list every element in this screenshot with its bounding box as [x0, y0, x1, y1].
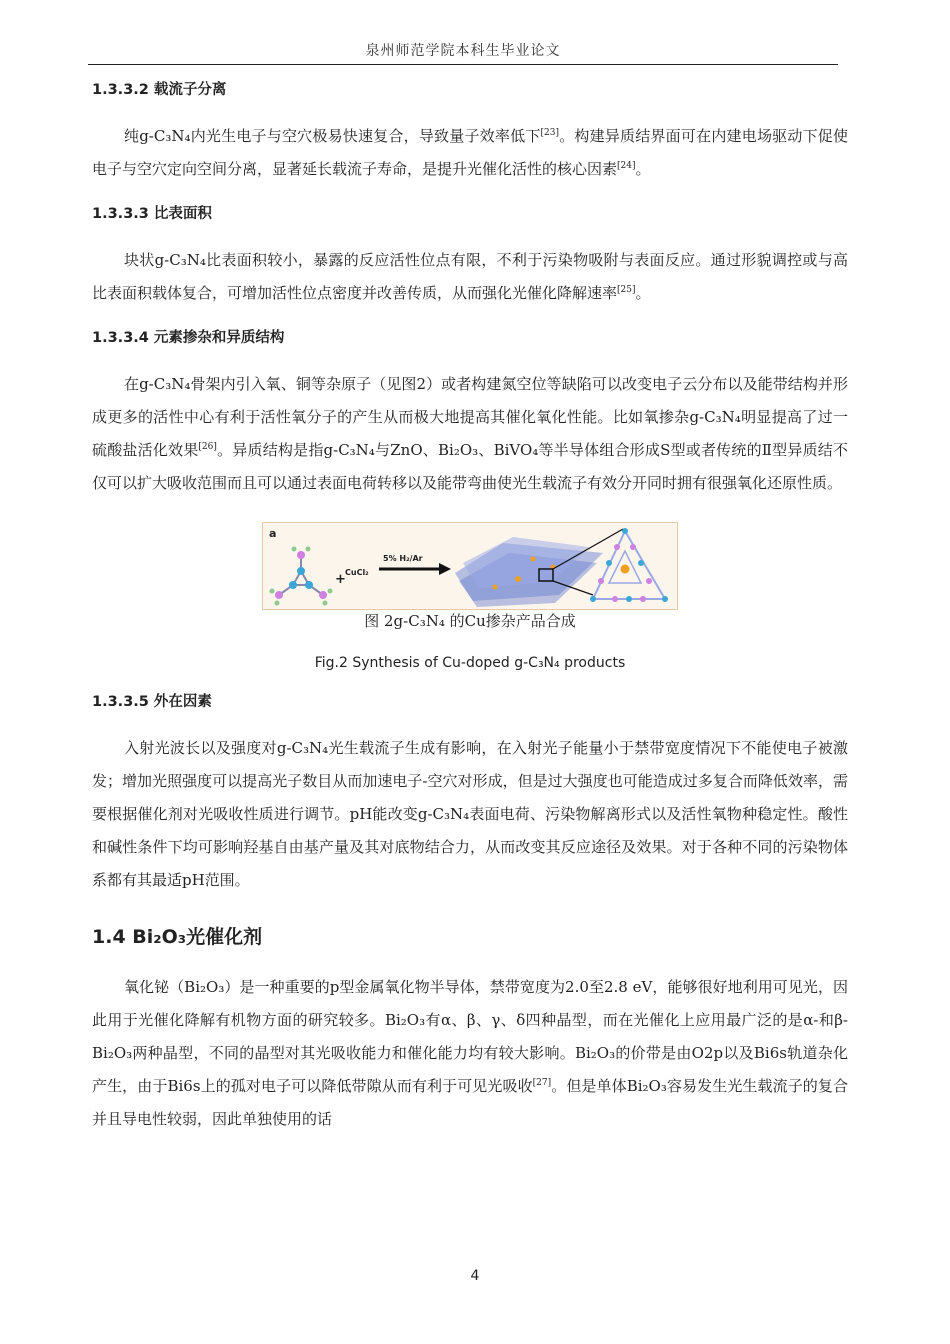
citation: [23] [540, 128, 560, 138]
figure-caption-en: Fig.2 Synthesis of Cu-doped g-C₃N₄ products [314, 655, 626, 671]
page-number: 4 [470, 1268, 480, 1284]
paragraph-external-factors: 入射光波长以及强度对g-C₃N₄光生载流子生成有影响，在入射光子能量小于禁带宽度情况下不能使电子被激发；增加光照强度可以提高光子数目从而加速电子-空穴对形成，但是过大强度也可能造成过多复合而降低效率，需要根据催化剂对光吸收性质进行调节。pH能改变g-C₃N₄表面电荷、污染物解离形式以及活性氧物种稳定性。酸性和碱性条件下均可影响羟基自由基产量及其对底物结合力，从而改变其反应途径及效果。对于各种不同的污染物体系都有其最适pH范围。 [92, 739, 848, 889]
svg-text:+: + [335, 572, 346, 587]
section-heading-doping-heterostructure: 1.3.3.4 元素掺杂和异质结构 [92, 330, 285, 346]
citation: [24] [617, 161, 636, 171]
section-heading-surface-area: 1.3.3.3 比表面积 [92, 206, 212, 222]
paragraph-carrier-separation: 纯g-C₃N₄内光生电子与空穴极易快速复合，导致量子效率低下[23]。构建异质结界面可在内建电场驱动下促使电子与空穴定向空间分离，显著延长载流子寿命，是提升光催化活性的核心因素[24]。 [92, 127, 848, 178]
paragraph-surface-area: 块状g-C₃N₄比表面积较小，暴露的反应活性位点有限，不利于污染物吸附与表面反应。通过形貌调控或与高比表面积载体复合，可增加活性位点密度并改善传质，从而强化光催化降解速率[25]。 [92, 251, 848, 302]
synthesis-scheme-image [262, 522, 678, 610]
section-heading-carrier-separation: 1.3.3.2 载流子分离 [92, 82, 227, 98]
g-c3n4-sheet [455, 537, 603, 607]
section-heading-external-factors: 1.3.3.5 外在因素 [92, 694, 212, 710]
melamine-molecule [270, 547, 333, 606]
reagent-label: CuCl₂ [345, 568, 369, 577]
synthesis-scheme-drawing [263, 523, 677, 609]
citation: [27] [532, 1078, 552, 1088]
header-rule [88, 64, 838, 65]
paragraph-bi2o3: 氧化铋（Bi₂O₃）是一种重要的p型金属氧化物半导体，禁带宽度为2.0至2.8 eV，能够很好地利用可见光，因此用于光催化降解有机物方面的研究较多。Bi₂O₃有α、β、γ、δ四种晶型，而在光催化上应用最广泛的是α-和β-Bi₂O₃两种晶型，不同的晶型对其光吸收能力和催化能力均有较大影响。Bi₂O₃的价带是由O2p以及Bi6s轨道杂化产生，由于Bi6s上的孤对电子可以降低带隙从而有利于可见光吸收[27]。但是单体Bi₂O₃容易发生光生载流子的复合并且导电性较弱，因此单独使用的话 [92, 978, 848, 1128]
figure-caption-cn: 图 2g-C₃N₄ 的Cu掺杂产品合成 [364, 612, 576, 630]
page-content [92, 72, 848, 1136]
citation: [25] [617, 285, 636, 295]
section-heading-bi2o3: 1.4 Bi₂O₃光催化剂 [92, 926, 263, 948]
atomic-lattice [590, 528, 668, 602]
running-header: 泉州师范学院本科生毕业论文 [365, 43, 561, 59]
paragraph-doping-heterostructure: 在g-C₃N₄骨架内引入氧、铜等杂原子（见图2）或者构建氮空位等缺陷可以改变电子云分布以及能带结构并形成更多的活性中心有利于活性氧分子的产生从而极大地提高其催化氧化性能。比如氧掺杂g-C₃N₄明显提高了过一硫酸盐活化效果[26]。异质结构是指g-C₃N₄与ZnO、Bi₂O₃、BiVO₄等半导体组合形成S型或者传统的Ⅱ型异质结不仅可以扩大吸收范围而且可以通过表面电荷转移以及能带弯曲使光生载流子有效分开同时拥有很强氧化还原性质。 [92, 375, 848, 492]
panel-label: a [269, 527, 277, 540]
citation: [26] [198, 442, 217, 452]
condition-label: 5% H₂/Ar [383, 554, 423, 563]
figure-2 [92, 522, 848, 674]
